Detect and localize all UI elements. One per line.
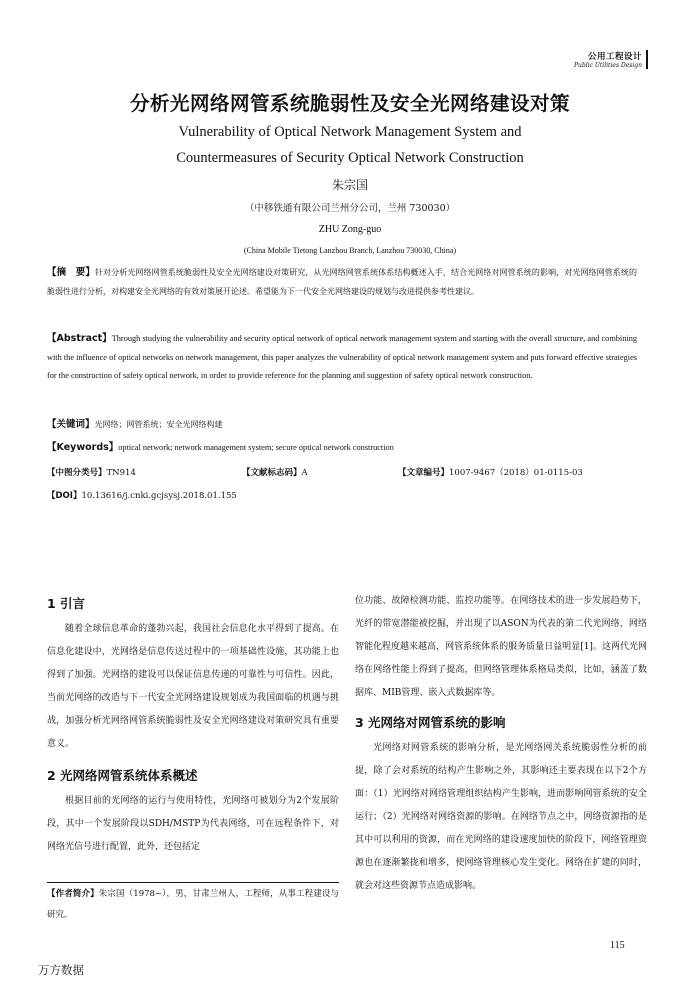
section-2-paragraph-part1 [47,790,339,859]
article-number-value: 1007-9467（2018）01-0115-03 [449,468,583,478]
page-number: 115 [610,940,625,951]
author-en: ZHU Zong-guo [318,224,382,235]
doc-code-label: 【文献标志码】 [242,468,302,478]
section-2-text: 根据目前的光网络的运行与使用特性，光网络可被划分为2个发展阶段，其中一个发展阶段以SDH/MSTP为代表网络，可在远程条件下，对网络光信号进行配置，此外，还包括定 [47,796,339,852]
clc-label: 【中图分类号】 [47,468,107,478]
author-footnote [47,884,339,926]
watermark: 万方数据 [38,963,84,977]
abstract-cn [47,264,637,301]
doi-label: 【DOI】 [47,491,82,501]
abstract-en-text: Through studying the vulnerability and security optical network of optical network management system and starting with the overall structure, and combining with the influence of optical networks on network management, this paper analyzes the vulnerability of optical network management system and puts forward effective strategies for the construction of safety optical network, in order to provide reference for the planning and suggestion of safety optical network construction. [47,334,637,380]
doi [47,489,237,501]
article-number-label: 【文章编号】 [398,468,450,478]
affiliation-cn: （中移铁通有限公司兰州分公司，兰州 730030） [244,203,456,214]
article-number [398,466,583,478]
keywords-cn-text: 光网络；网管系统；安全光网络构建 [94,420,223,429]
abstract-en [47,330,637,386]
keywords-en-text: optical network; network management system; secure optical network construction [118,443,394,452]
abstract-cn-text: 针对分析光网络网管系统脆弱性及安全光网络建设对策研究，从光网络网管系统体系结构概述入手，结合光网络对网管系统的影响，对光网络网管系统的脆弱性进行分析，对构建安全光网络的有效对策展开论述。希望能为下一代安全光网络建设的规划与改进提供参考性建议。 [47,268,637,296]
keywords-en-label: 【Keywords】 [47,442,119,453]
abstract-en-label: 【Abstract】 [47,333,112,344]
footnote-rule [47,882,339,883]
section-2-paragraph-continued [355,590,647,705]
title-en-line1: Vulnerability of Optical Network Management System and [178,124,522,140]
title-cn: 分析光网络网管系统脆弱性及安全光网络建设对策 [129,92,570,115]
doi-value: 10.13616/j.cnki.gcjsysj.2018.01.155 [81,491,237,501]
abstract-cn-label: 【摘 要】 [47,267,95,278]
footnote-label: 【作者简介】 [47,889,99,899]
journal-name-en: Public Utilities Design [573,62,642,69]
footnote-text: 朱宗国（1978~），男，甘肃兰州人，工程师，从事工程建设与研究。 [47,889,339,920]
doc-code [242,466,308,478]
section-1-heading: 1 引言 [47,596,86,611]
author-cn: 朱宗国 [331,178,368,192]
title-en-line2: Countermeasures of Security Optical Network Construction [176,150,524,166]
section-3-heading: 3 光网络对网管系统的影响 [355,715,506,730]
clc-value: TN914 [106,468,136,478]
section-1-paragraph: 随着全球信息革命的蓬勃兴起，我国社会信息化水平得到了提高。在信息化建设中，光网络是信息传送过程中的一项基础性设施，其功能上也得到了加强。光网络的建设可以保证信息传递的可靠性与可信性。因此，当前光网络的改造与下一代安全光网络建设规划成为我国面临的机遇与挑战，加强分析光网络网管系统脆弱性及安全光网络建设对策研究具有重要意义。 [47,624,339,749]
body-left-column [47,590,339,859]
affiliation-en: (China Mobile Tietong Lanzhou Branch, Lanzhou 730030, China) [243,246,457,255]
journal-header [574,50,648,69]
journal-name-cn: 公用工程设计 [587,52,642,62]
section-3-paragraph: 光网络对网管系统的影响分析，是光网络网关系统脆弱性分析的前提，除了会对系统的结构产生影响之外，其影响还主要表现在以下2个方面：（1）光网络对网络管理组织结构产生影响，进而影响网管系统的安全运行；（2）光网络对网络资源的影响。在网络节点之中，网络资源指的是其中可以利用的资源，而在光网络的建设速度加快的阶段下，网络管理资源也在逐渐繁拢和增多，使网络管理核心发生变化。网络在扩建的同时，就会对这些资源节点造成影响。 [355,743,647,891]
section-2-text-continued: 位功能、故障检测功能、监控功能等。在网络技术的进一步发展趋势下，光纤的带宽潜能被挖掘，并出现了以ASON为代表的第二代光网络，网络智能化程度越来越高，网管系统体系的服务质量日益明显[1]。这两代光网络在网络性能上得到了提高，但网络管理体系格局类似，比如，涵盖了数据库、MIB管理、嵌入式数据库等。 [355,596,647,698]
keywords-cn [47,416,637,435]
doc-code-value: A [301,468,308,478]
body-right-column [355,590,647,947]
keywords-cn-label: 【关键词】 [47,419,95,430]
keywords-en [47,439,637,458]
section-2-heading: 2 光网络网管系统体系概述 [47,768,198,783]
clc-code [47,466,136,478]
